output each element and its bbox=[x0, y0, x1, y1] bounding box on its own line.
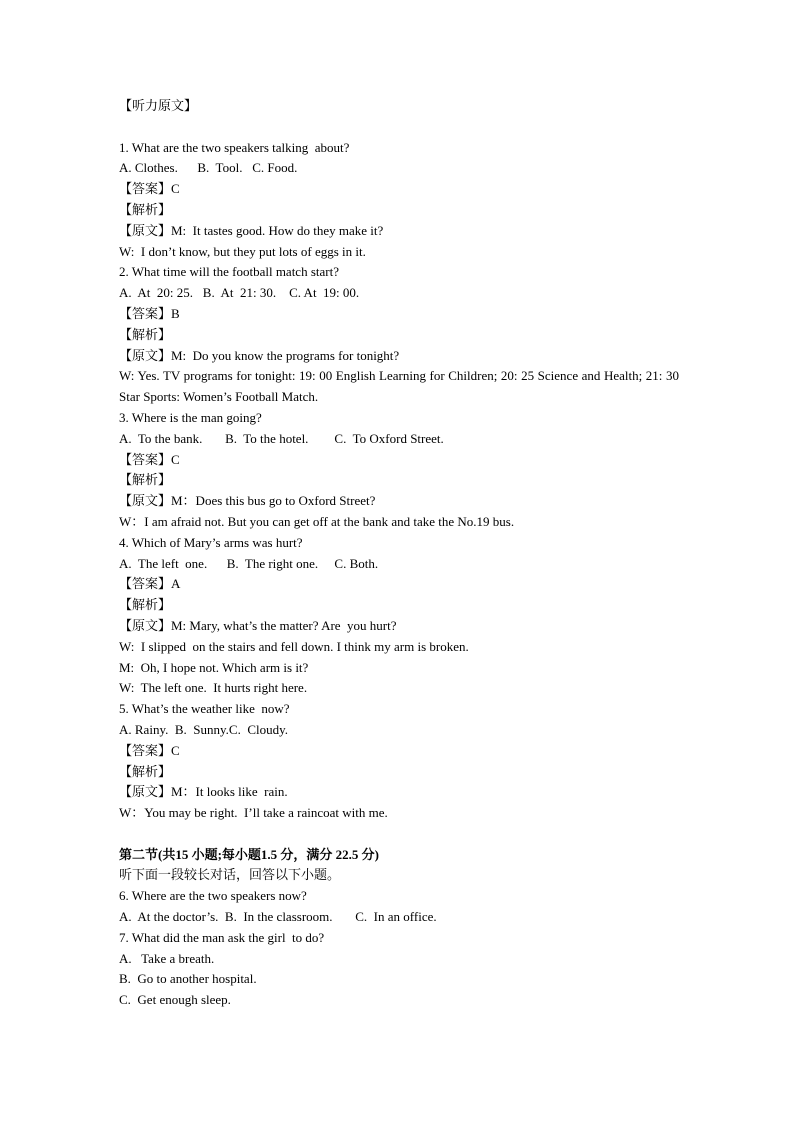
analysis-label: 【解析】 bbox=[119, 597, 172, 613]
document-page bbox=[119, 96, 679, 1011]
answer: 【答案】C bbox=[119, 181, 180, 197]
transcript-line: 【原文】M：It looks like rain. bbox=[119, 784, 288, 800]
answer: 【答案】B bbox=[119, 305, 180, 321]
transcript-line: W：You may be right. I’ll take a raincoat with me. bbox=[119, 805, 388, 821]
question-5 bbox=[119, 699, 679, 824]
question-text: 2. What time will the football match start? bbox=[119, 264, 339, 280]
section-title: 第二节(共15 小题;每小题1.5 分，满分 22.5 分) bbox=[119, 846, 379, 862]
question-text: 4. Which of Mary’s arms was hurt? bbox=[119, 534, 303, 550]
answer: 【答案】C bbox=[119, 742, 180, 758]
question-1 bbox=[119, 138, 679, 263]
transcript-line: 【原文】M: Do you know the programs for tonight? bbox=[119, 347, 400, 363]
option: A. Take a breath. bbox=[119, 950, 215, 966]
transcript-line: 【原文】M: It tastes good. How do they make it? bbox=[119, 222, 384, 238]
options: A. Clothes. B. Tool. C. Food. bbox=[119, 160, 298, 176]
analysis-label: 【解析】 bbox=[119, 326, 172, 342]
options: A. At 20: 25. B. At 21: 30. C. At 19: 00. bbox=[119, 285, 360, 301]
analysis-label: 【解析】 bbox=[119, 763, 172, 779]
section-header: 【听力原文】 bbox=[119, 98, 198, 113]
analysis-label: 【解析】 bbox=[119, 201, 172, 217]
transcript-line: W: Yes. TV programs for tonight: 19: 00 English Learning for Children; 20: 25 Science and Health; 21: 30 Star Sports: Women’s Football Match. bbox=[119, 368, 679, 405]
section-2 bbox=[119, 845, 679, 887]
transcript-line: W: The left one. It hurts right here. bbox=[119, 680, 308, 696]
option: B. Go to another hospital. bbox=[119, 971, 257, 987]
answer: 【答案】A bbox=[119, 576, 181, 592]
question-text: 5. What’s the weather like now? bbox=[119, 701, 290, 717]
transcript-line: 【原文】M：Does this bus go to Oxford Street? bbox=[119, 493, 376, 509]
transcript-line: 【原文】M: Mary, what’s the matter? Are you hurt? bbox=[119, 617, 397, 633]
options: A. To the bank. B. To the hotel. C. To Oxford Street. bbox=[119, 430, 444, 446]
transcript-line: W: I slipped on the stairs and fell down. I think my arm is broken. bbox=[119, 638, 469, 654]
question-text: 3. Where is the man going? bbox=[119, 409, 262, 425]
question-3 bbox=[119, 408, 679, 533]
transcript-line: W: I don’t know, but they put lots of eggs in it. bbox=[119, 243, 366, 259]
question-text: 6. Where are the two speakers now? bbox=[119, 888, 307, 904]
question-2 bbox=[119, 262, 679, 408]
options: A. At the doctor’s. B. In the classroom. C. In an office. bbox=[119, 909, 437, 925]
analysis-label: 【解析】 bbox=[119, 472, 172, 488]
options: A. Rainy. B. Sunny.C. Cloudy. bbox=[119, 721, 289, 737]
transcript-line: W：I am afraid not. But you can get off at the bank and take the No.19 bus. bbox=[119, 513, 515, 529]
transcript-line: M: Oh, I hope not. Which arm is it? bbox=[119, 659, 309, 675]
question-4 bbox=[119, 533, 679, 699]
question-text: 7. What did the man ask the girl to do? bbox=[119, 929, 325, 945]
question-6 bbox=[119, 886, 679, 928]
question-7 bbox=[119, 928, 679, 1011]
options: A. The left one. B. The right one. C. Both. bbox=[119, 555, 379, 571]
option: C. Get enough sleep. bbox=[119, 992, 231, 1008]
section-intro: 听下面一段较长对话，回答以下小题。 bbox=[119, 867, 341, 883]
question-text: 1. What are the two speakers talking about? bbox=[119, 139, 350, 155]
answer: 【答案】C bbox=[119, 451, 180, 467]
